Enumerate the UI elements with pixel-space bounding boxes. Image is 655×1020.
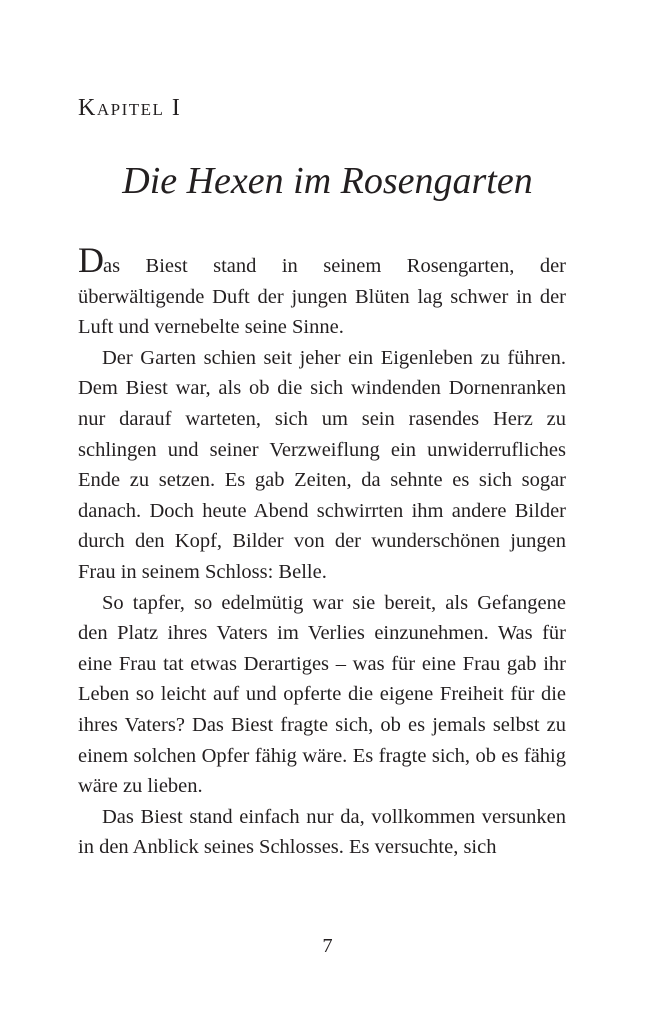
body-text <box>78 240 566 863</box>
paragraph-1-text: as Biest stand in seinem Rosengarten, der überwältigende Duft der jungen Blüten lag schwer in der Luft und vernebelte seine Sinne. <box>78 255 566 339</box>
chapter-label: Kapitel I <box>78 95 182 121</box>
page-number: 7 <box>322 935 333 957</box>
drop-cap: D <box>78 240 103 280</box>
paragraph-1 <box>78 240 566 343</box>
paragraph-4: Das Biest stand einfach nur da, vollkommen versunken in den Anblick seines Schlosses. Es versuchte, sich <box>78 805 566 859</box>
paragraph-2: Der Garten schien seit jeher ein Eigenleben zu führen. Dem Biest war, als ob die sich windenden Dornenranken nur darauf warteten, sich um sein rasendes Herz zu schlingen und seiner Verzweiflung ein unwiderrufliches Ende zu setzen. Es gab Zeiten, da sehnte es sich sogar danach. Doch heute Abend schwirrten ihm andere Bilder durch den Kopf, Bilder von der wunderschönen jungen Frau in seinem Schloss: Belle. <box>78 346 566 583</box>
paragraph-3: So tapfer, so edelmütig war sie bereit, als Gefangene den Platz ihres Vaters im Verlies einzunehmen. Was für eine Frau tat etwas Derartiges – was für eine Frau gab ihr Leben so leicht auf und opferte die eigene Freiheit für die ihres Vaters? Das Biest fragte sich, ob es jemals selbst zu einem solchen Opfer fähig wäre. Es fragte sich, ob es fähig wäre zu lieben. <box>78 591 566 798</box>
chapter-title: Die Hexen im Rosengarten <box>122 160 533 202</box>
